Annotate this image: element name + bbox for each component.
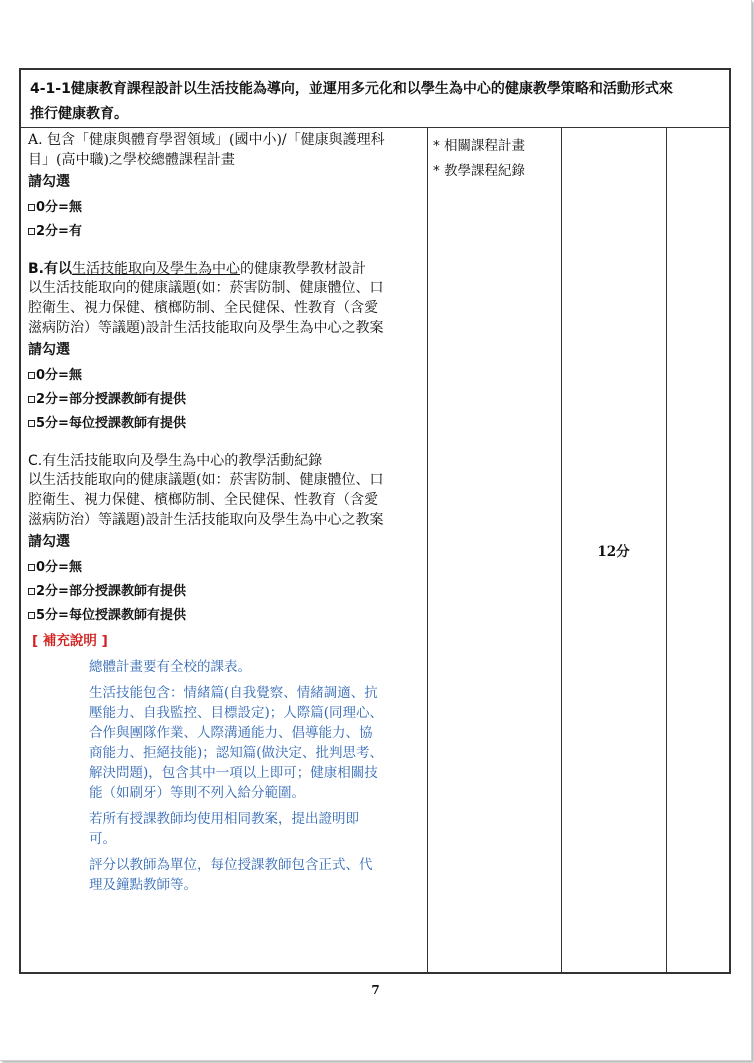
section-a <box>28 131 423 244</box>
option-checkbox[interactable]: 0分=無 <box>28 364 423 388</box>
indicator-title-line1: 4-1-1健康教育課程設計以生活技能為導向，並運用多元化和以學生為中心的健康教學策略和活動形式來 <box>30 81 673 97</box>
supplement-para: 若所有授課教師均使用相同教案，提出證明即 可。 <box>89 811 359 848</box>
option-checkbox[interactable]: 2分=有 <box>28 220 423 244</box>
indicator-table <box>19 68 731 974</box>
section-a-line2: 目」(高中職)之學校總體課程計畫 <box>28 151 235 168</box>
section-c-desc-line: 腔衛生、視力保健、檳榔防制、全民健保、性教育（含愛 <box>28 491 378 508</box>
column-divider <box>427 128 428 972</box>
criteria-column <box>28 131 423 895</box>
indicator-title <box>21 70 729 128</box>
checkbox-icon[interactable] <box>28 396 35 403</box>
checkbox-icon[interactable] <box>28 588 35 595</box>
section-b <box>28 260 423 436</box>
indicator-title-line2: 推行健康教育。 <box>30 106 128 122</box>
option-checkbox[interactable]: 0分=無 <box>28 196 423 220</box>
section-b-desc-line: 以生活技能取向的健康議題(如：菸害防制、健康體位、口 <box>28 280 384 297</box>
evidence-item: * 相關課程計畫 <box>433 138 526 154</box>
page-number: 7 <box>371 983 380 997</box>
evidence-column <box>431 134 559 184</box>
section-b-heading: B.有以生活技能取向及學生為中心的健康教學教材設計 <box>28 260 366 277</box>
supplement-para: 評分以教師為單位，每位授課教師包含正式、代 理及鐘點教師等。 <box>89 857 373 894</box>
checkbox-icon[interactable] <box>28 372 35 379</box>
section-c-desc-line: 以生活技能取向的健康議題(如：菸害防制、健康體位、口 <box>28 472 384 489</box>
section-c <box>28 452 423 628</box>
section-c-desc-line: 滋病防治）等議題)設計生活技能取向及學生為中心之教案 <box>28 511 384 528</box>
evidence-item: * 教學課程紀錄 <box>433 163 526 179</box>
select-label: 請勾選 <box>28 174 70 191</box>
option-checkbox[interactable]: 5分=每位授課教師有提供 <box>28 604 423 628</box>
checkbox-icon[interactable] <box>28 420 35 427</box>
checkbox-icon[interactable] <box>28 228 35 235</box>
score-value: 12分 <box>597 544 630 560</box>
checkbox-icon[interactable] <box>28 612 35 619</box>
option-checkbox[interactable]: 2分=部分授課教師有提供 <box>28 580 423 604</box>
section-a-line1: A. 包含「健康與體育學習領域」(國中小)/「健康與護理科 <box>28 132 385 148</box>
option-checkbox[interactable]: 2分=部分授課教師有提供 <box>28 388 423 412</box>
section-b-desc-line: 腔衛生、視力保健、檳榔防制、全民健保、性教育（含愛 <box>28 299 378 316</box>
supplement-notes <box>89 657 415 895</box>
supplement-para: 生活技能包含：情緒篇(自我覺察、情緒調適、抗 壓能力、自我監控、目標設定)；人際篇(同理心、 合作與團隊作業、人際溝通能力、倡導能力、協 商能力、拒絕技能)；認知篇(做決定、批判思考、 解決問題)，包含其中一項以上即可；健康相關技 能（如刷牙）等則不列入給分範圍。 <box>89 685 384 802</box>
checkbox-icon[interactable] <box>28 564 35 571</box>
select-label: 請勾選 <box>28 342 70 359</box>
checkbox-icon[interactable] <box>28 204 35 211</box>
section-c-heading: C.有生活技能取向及學生為中心的教學活動紀錄 <box>28 452 323 469</box>
select-label: 請勾選 <box>28 534 70 551</box>
supplement-para: 總體計畫要有全校的課表。 <box>89 659 251 676</box>
option-checkbox[interactable]: 0分=無 <box>28 556 423 580</box>
supplement-title: [ 補充說明 ] <box>32 632 108 649</box>
column-divider <box>666 128 667 972</box>
option-checkbox[interactable]: 5分=每位授課教師有提供 <box>28 412 423 436</box>
section-b-desc-line: 滋病防治）等議題)設計生活技能取向及學生為中心之教案 <box>28 319 384 336</box>
